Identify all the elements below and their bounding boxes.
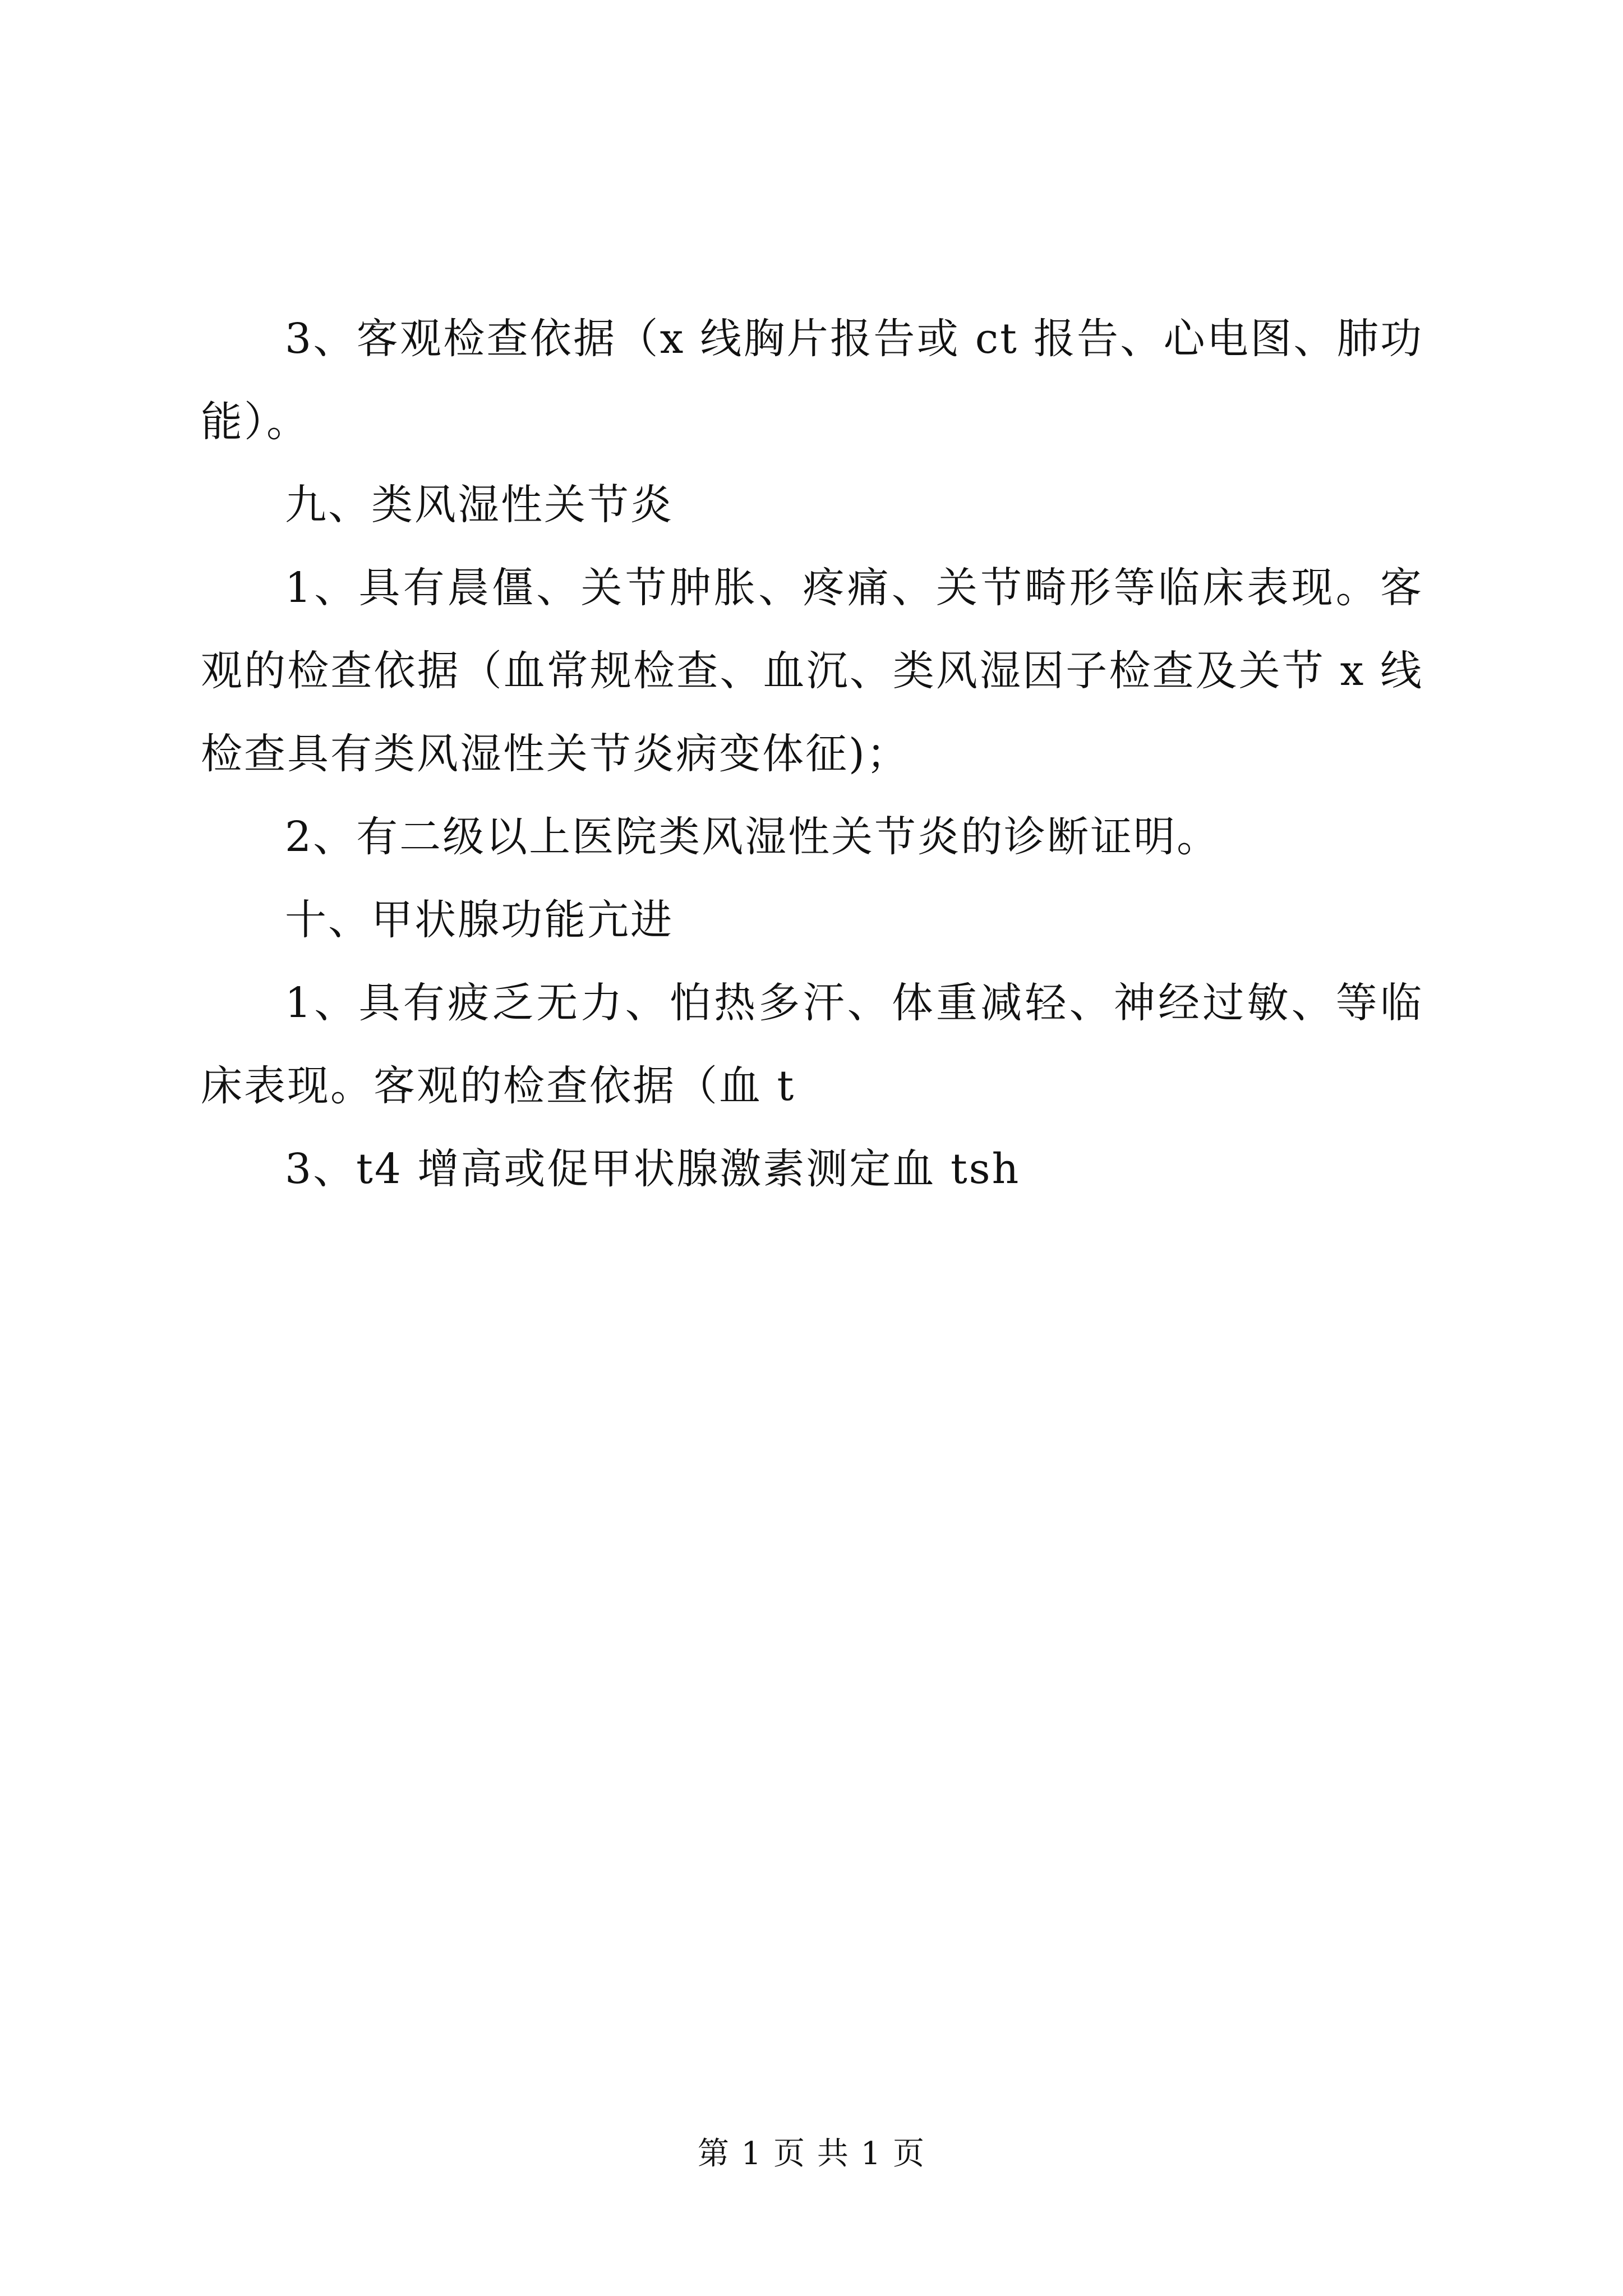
document-body xyxy=(201,297,1423,1211)
paragraph-item-2-ra-diagnosis: 2、有二级以上医院类风湿性关节炎的诊断证明。 xyxy=(285,813,1220,861)
paragraph-item-3-objective-basis: 3、客观检查依据（x 线胸片报告或 ct 报告、心电图、肺功能）。 xyxy=(201,315,1423,446)
page-footer: 第 1 页 共 1 页 xyxy=(697,2136,926,2172)
section-heading-hyperthyroidism: 十、甲状腺功能亢进 xyxy=(285,896,674,944)
paragraph-item-1-hyperthyroid-symptoms: 1、具有疲乏无力、怕热多汗、体重减轻、神经过敏、等临床表现。客观的检查依据（血 t xyxy=(201,979,1423,1110)
paragraph-item-3-t4-tsh: 3、t4 增高或促甲状腺激素测定血 tsh xyxy=(285,1145,1021,1193)
section-heading-rheumatoid-arthritis: 九、类风湿性关节炎 xyxy=(285,481,674,529)
paragraph-item-1-ra-symptoms: 1、具有晨僵、关节肿胀、疼痛、关节畸形等临床表现。客观的检查依据（血常规检查、血沉、类风湿因子检查及关节 x 线检查具有类风湿性关节炎病变体征)； xyxy=(201,564,1423,778)
